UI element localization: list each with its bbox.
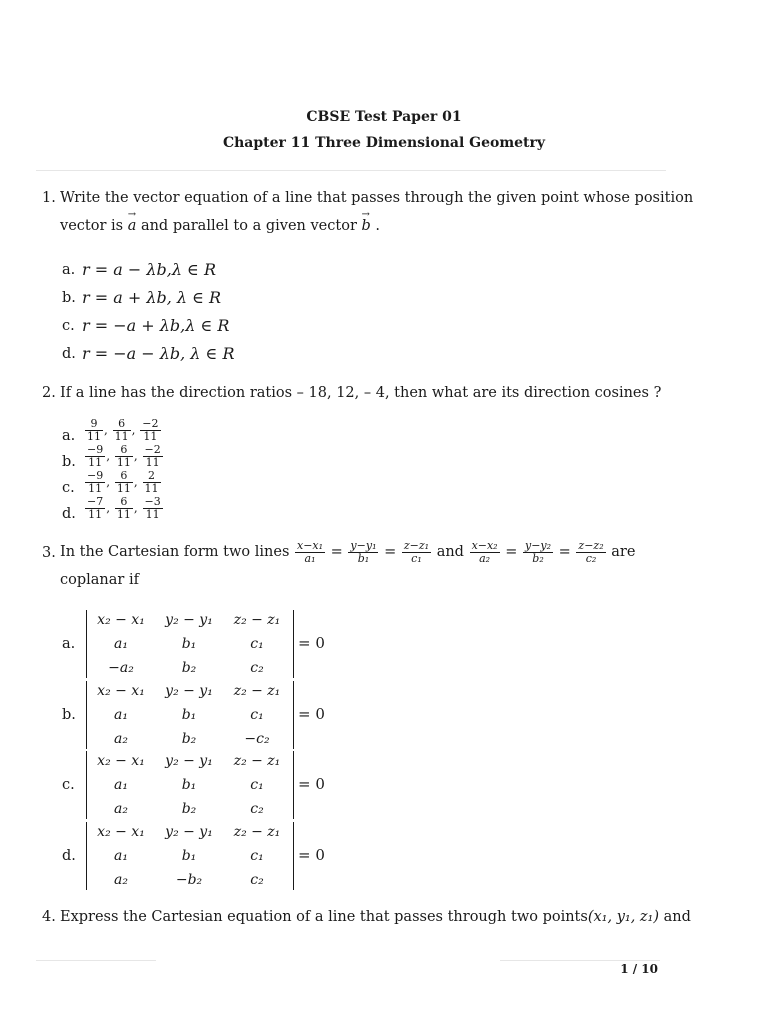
question-1-text xyxy=(60,184,693,240)
question-1-number: 1. xyxy=(42,190,56,206)
determinant-cell: c₂ xyxy=(250,872,264,888)
question-2-text: If a line has the direction ratios – 18, 12, – 4, then what are its direction cosines ? xyxy=(60,385,662,401)
question-1-line1: Write the vector equation of a line that passes through the given point whose position xyxy=(60,190,694,206)
fraction: $\frac{2}{11}$ xyxy=(144,469,159,495)
determinant-cell: y₂ − y₁ xyxy=(165,824,213,840)
fraction: $\frac{6}{11}$ xyxy=(116,443,131,469)
determinant-cell: c₁ xyxy=(250,636,264,652)
footer-divider-right xyxy=(500,960,660,961)
fraction: $\frac{6}{11}$ xyxy=(116,469,131,495)
q3-option-b-label: b. xyxy=(62,707,76,723)
q3-option-c-determinant xyxy=(86,751,294,819)
equals-zero: = 0 xyxy=(298,775,325,793)
q1-option-c: r = −a + λb,λ ∈ R xyxy=(82,316,230,335)
determinant-cell: z₂ − z₁ xyxy=(233,753,281,769)
determinant-cell: z₂ − z₁ xyxy=(233,824,281,840)
determinant-cell: c₂ xyxy=(250,801,264,817)
page-subtitle: Chapter 11 Three Dimensional Geometry xyxy=(222,135,546,151)
determinant-cell: b₁ xyxy=(181,636,197,652)
footer-divider-left xyxy=(36,960,156,961)
determinant-cell: b₁ xyxy=(181,707,197,723)
q3-option-d-label: d. xyxy=(62,848,76,864)
question-3-number: 3. xyxy=(42,545,56,561)
fraction: $\frac{9}{11}$ xyxy=(87,417,101,443)
determinant-cell: x₂ − x₁ xyxy=(97,824,145,840)
question-2-number: 2. xyxy=(42,385,56,401)
q1-option-a-label: a. xyxy=(62,262,76,278)
q2-option-a-label: a. xyxy=(62,428,76,444)
q2-option-a: $\frac{9}{11}$ , $\frac{6}{11}$ , $\frac{-2}{11}$ xyxy=(87,417,159,443)
question-3-line2: coplanar if xyxy=(60,572,139,588)
determinant-cell: a₁ xyxy=(114,636,128,652)
fraction: $\frac{-2}{11}$ xyxy=(142,417,159,443)
q2-option-b: $\frac{-9}{11}$ , $\frac{6}{11}$ , $\frac{-2}{11}$ xyxy=(87,443,161,469)
fraction: $\frac{-9}{11}$ xyxy=(87,469,104,495)
determinant-cell: b₁ xyxy=(181,848,197,864)
determinant-cell: −c₂ xyxy=(244,731,270,747)
q1-option-b: r = a + λb, λ ∈ R xyxy=(82,288,222,307)
question-1-line2: vector is → a and parallel to a given vector → b . xyxy=(60,212,693,240)
determinant-cell: a₂ xyxy=(114,801,128,817)
fraction: $\frac{-3}{11}$ xyxy=(144,495,161,521)
determinant-cell: c₁ xyxy=(250,777,264,793)
equals-zero: = 0 xyxy=(298,846,325,864)
equals-zero: = 0 xyxy=(298,634,325,652)
determinant-cell: a₁ xyxy=(114,777,128,793)
q1-option-d: r = −a − λb, λ ∈ R xyxy=(82,344,235,363)
q3-option-a-label: a. xyxy=(62,636,76,652)
q2-option-c-label: c. xyxy=(62,480,75,496)
determinant-cell: b₁ xyxy=(181,777,197,793)
question-4-number: 4. xyxy=(42,909,56,925)
q1-option-b-label: b. xyxy=(62,290,76,306)
determinant-cell: z₂ − z₁ xyxy=(233,612,281,628)
determinant-cell: a₂ xyxy=(114,872,128,888)
determinant-cell: −b₂ xyxy=(175,872,203,888)
determinant-cell: −a₂ xyxy=(108,660,134,676)
page-title: CBSE Test Paper 01 xyxy=(306,109,462,125)
determinant-cell: a₁ xyxy=(114,707,128,723)
q2-option-d: $\frac{-7}{11}$ , $\frac{6}{11}$ , $\frac{-3}{11}$ xyxy=(87,495,161,521)
page-number: 1 / 10 xyxy=(620,962,658,976)
vector-b-symbol: → b xyxy=(361,212,370,240)
determinant-cell: c₂ xyxy=(250,660,264,676)
determinant-cell: b₂ xyxy=(181,660,197,676)
header-divider xyxy=(36,170,666,171)
determinant-cell: x₂ − x₁ xyxy=(97,683,145,699)
q1-option-c-label: c. xyxy=(62,318,75,334)
determinant-cell: y₂ − y₁ xyxy=(165,683,213,699)
q2-option-d-label: d. xyxy=(62,506,76,522)
determinant-cell: x₂ − x₁ xyxy=(97,753,145,769)
q3-option-c-label: c. xyxy=(62,777,75,793)
cartesian-line-1: $\frac{\text{x−x₁}}{\text{a₁}}$ = $\frac{\text{y−y₁}}{\text{b₁}}$ = $\frac{\text{z−z₁}}{\text{c₁}}$ xyxy=(297,538,430,565)
determinant-cell: y₂ − y₁ xyxy=(165,612,213,628)
determinant-cell: a₁ xyxy=(114,848,128,864)
determinant-cell: b₂ xyxy=(181,801,197,817)
q1-option-a: r = a − λb,λ ∈ R xyxy=(82,260,217,279)
q3-option-b-determinant xyxy=(86,681,294,749)
equals-zero: = 0 xyxy=(298,705,325,723)
determinant-cell: z₂ − z₁ xyxy=(233,683,281,699)
determinant-cell: b₂ xyxy=(181,731,197,747)
q3-option-d-determinant xyxy=(86,822,294,890)
determinant-cell: c₁ xyxy=(250,848,264,864)
determinant-cell: a₂ xyxy=(114,731,128,747)
determinant-cell: x₂ − x₁ xyxy=(97,612,145,628)
question-4-text: Express the Cartesian equation of a line that passes through two points(x₁, y₁, z₁) and xyxy=(60,909,691,925)
determinant-cell: y₂ − y₁ xyxy=(165,753,213,769)
fraction: $\frac{-9}{11}$ xyxy=(87,443,104,469)
q3-option-a-determinant xyxy=(86,610,294,678)
q2-option-b-label: b. xyxy=(62,454,76,470)
fraction: $\frac{-2}{11}$ xyxy=(144,443,161,469)
determinant-cell: c₁ xyxy=(250,707,264,723)
vector-a-symbol: → a xyxy=(128,212,137,240)
q2-option-c: $\frac{-9}{11}$ , $\frac{6}{11}$ , $\frac{2}{11}$ xyxy=(87,469,159,495)
question-3-text: In the Cartesian form two lines $\frac{\text{x−x₁}}{\text{a₁}}$ = $\frac{\text{y−y₁}}{\text{b₁}}$ = $\frac{\text{z−z₁}}{\text{c₁}}$ and $\frac{\text{x−x₂}}{\text{a₂}}$ = $\frac{\text{y−y₂}}{\text{b₂}}$ = $\frac{\text{z−z₂}}{\text{c₂}}$ are xyxy=(60,538,636,565)
q1-option-d-label: d. xyxy=(62,346,76,362)
fraction: $\frac{6}{11}$ xyxy=(116,495,131,521)
fraction: $\frac{-7}{11}$ xyxy=(87,495,104,521)
fraction: $\frac{6}{11}$ xyxy=(114,417,129,443)
cartesian-line-2: $\frac{\text{x−x₂}}{\text{a₂}}$ = $\frac{\text{y−y₂}}{\text{b₂}}$ = $\frac{\text{z−z₂}}{\text{c₂}}$ xyxy=(471,538,604,565)
